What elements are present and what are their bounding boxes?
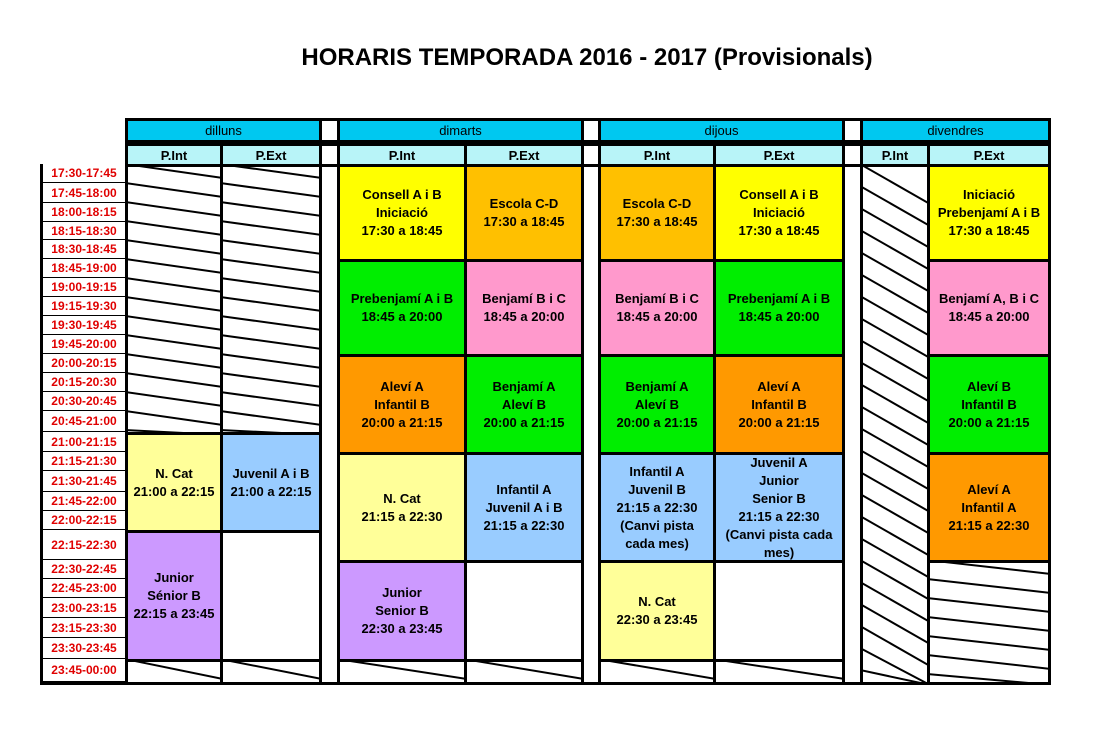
slot-line: Senior B bbox=[752, 490, 806, 506]
slot-line: 21:15 a 22:30 bbox=[616, 499, 698, 515]
slot-text bbox=[949, 481, 1030, 535]
slot-line: Aleví B bbox=[634, 396, 680, 412]
time-slot: 18:30-18:45 bbox=[43, 240, 125, 259]
slot-line: Benjamí B i C bbox=[482, 291, 566, 306]
field-label: P.Ext bbox=[255, 147, 287, 163]
slot-line: Infantil B bbox=[961, 396, 1017, 412]
schedule-slot bbox=[927, 354, 1051, 455]
day-header-dimarts bbox=[337, 118, 584, 143]
time-slot: 23:15-23:30 bbox=[43, 618, 125, 638]
slot-text bbox=[231, 465, 312, 501]
slot-text bbox=[938, 186, 1040, 240]
field-label: P.Ext bbox=[973, 147, 1005, 163]
schedule-slot bbox=[598, 452, 716, 563]
schedule-slot bbox=[125, 530, 223, 662]
time-slot: 23:30-23:45 bbox=[43, 638, 125, 659]
time-slot: 21:15-21:30 bbox=[43, 452, 125, 471]
day-header-divendres bbox=[860, 118, 1051, 143]
slot-text bbox=[949, 378, 1030, 432]
time-slot: 21:30-21:45 bbox=[43, 471, 125, 492]
schedule-slot bbox=[713, 354, 845, 455]
schedule-slot bbox=[713, 164, 845, 262]
slot-line: Junior bbox=[154, 570, 194, 585]
hatched-empty-pint bbox=[125, 659, 223, 685]
slot-line: 18:45 a 20:00 bbox=[483, 309, 565, 324]
slot-line: Consell A i B bbox=[739, 187, 819, 202]
slot-line: 17:30 a 18:45 bbox=[361, 223, 443, 238]
time-slot: 18:00-18:15 bbox=[43, 203, 125, 222]
field-label: P.Int bbox=[881, 147, 909, 163]
slot-line: 21:15 a 22:30 bbox=[361, 508, 443, 524]
slot-line: 22:15 a 23:45 bbox=[133, 606, 215, 621]
slot-text bbox=[615, 290, 699, 326]
slot-line: 18:45 a 20:00 bbox=[361, 309, 443, 324]
slot-line: 20:00 a 21:15 bbox=[361, 414, 443, 430]
slot-line: cada mes) bbox=[625, 535, 689, 551]
slot-line: mes) bbox=[763, 544, 795, 560]
time-slot: 19:15-19:30 bbox=[43, 297, 125, 316]
slot-text bbox=[739, 378, 820, 432]
schedule-slot bbox=[598, 164, 716, 262]
slot-line: Benjamí A bbox=[492, 378, 556, 394]
hatched-empty-pext bbox=[927, 560, 1051, 685]
slot-text bbox=[484, 378, 565, 432]
time-slot: 20:00-20:15 bbox=[43, 354, 125, 373]
slot-line: 20:00 a 21:15 bbox=[483, 414, 565, 430]
schedule-slot bbox=[125, 432, 223, 533]
slot-line: 20:00 a 21:15 bbox=[948, 414, 1030, 430]
hatched-empty-pint bbox=[125, 164, 223, 435]
slot-line: 18:45 a 20:00 bbox=[616, 309, 698, 324]
day-label: dijous bbox=[704, 123, 739, 138]
time-slot: 18:15-18:30 bbox=[43, 222, 125, 240]
slot-line: Aleví B bbox=[501, 396, 547, 412]
slot-line: Prebenjamí A i B bbox=[350, 291, 454, 306]
time-slot: 19:30-19:45 bbox=[43, 316, 125, 335]
hatched-empty-pext bbox=[220, 164, 322, 435]
slot-line: 17:30 a 18:45 bbox=[616, 214, 698, 229]
time-slot: 22:45-23:00 bbox=[43, 579, 125, 598]
schedule-slot bbox=[337, 452, 467, 563]
empty-cell bbox=[713, 560, 845, 662]
slot-line: Iniciació bbox=[752, 205, 805, 220]
slot-text bbox=[362, 186, 443, 240]
slot-line: Juvenil A i B bbox=[232, 465, 310, 481]
slot-line: 17:30 a 18:45 bbox=[738, 223, 820, 238]
slot-line: Senior B bbox=[375, 603, 429, 618]
empty-cell bbox=[464, 560, 584, 662]
slot-line: Infantil A bbox=[961, 499, 1017, 515]
schedule-slot bbox=[598, 354, 716, 455]
schedule-slot bbox=[337, 259, 467, 357]
time-slot: 17:45-18:00 bbox=[43, 183, 125, 203]
schedule-slot bbox=[927, 259, 1051, 357]
slot-text bbox=[484, 195, 565, 231]
slot-text bbox=[362, 490, 443, 526]
hatched-empty-pext bbox=[464, 659, 584, 685]
time-slot: 21:00-21:15 bbox=[43, 432, 125, 452]
time-slot: 20:45-21:00 bbox=[43, 411, 125, 432]
day-header-dijous bbox=[598, 118, 845, 143]
time-slot: 22:30-22:45 bbox=[43, 560, 125, 579]
slot-line: 18:45 a 20:00 bbox=[738, 309, 820, 324]
time-slot: 22:15-22:30 bbox=[43, 530, 125, 560]
slot-line: Aleví A bbox=[757, 378, 801, 394]
slot-line: Junior bbox=[759, 472, 799, 488]
slot-line: N. Cat bbox=[638, 594, 676, 609]
schedule-slot bbox=[337, 164, 467, 262]
slot-line: Infantil A bbox=[496, 481, 552, 497]
day-label: divendres bbox=[927, 123, 984, 138]
slot-text bbox=[728, 290, 830, 326]
empty-cell bbox=[220, 530, 322, 662]
slot-line: 18:45 a 20:00 bbox=[948, 309, 1030, 324]
slot-text bbox=[617, 463, 698, 553]
field-label: P.Int bbox=[643, 147, 671, 163]
field-label: P.Int bbox=[388, 147, 416, 163]
slot-line: Consell A i B bbox=[362, 187, 442, 202]
time-slot: 23:00-23:15 bbox=[43, 598, 125, 618]
schedule-slot bbox=[598, 259, 716, 357]
hatched-empty-pint bbox=[337, 659, 467, 685]
schedule-slot bbox=[464, 164, 584, 262]
field-label: P.Int bbox=[160, 147, 188, 163]
hatched-empty-pint bbox=[860, 164, 930, 685]
slot-line: 17:30 a 18:45 bbox=[948, 223, 1030, 238]
slot-line: Benjamí B i C bbox=[615, 291, 699, 306]
time-slot: 23:45-00:00 bbox=[43, 659, 125, 682]
day-label: dilluns bbox=[205, 123, 242, 138]
slot-line: Escola C-D bbox=[622, 196, 692, 211]
slot-text bbox=[482, 290, 566, 326]
slot-line: 21:15 a 22:30 bbox=[948, 517, 1030, 533]
slot-line: Infantil A bbox=[629, 463, 685, 479]
time-slot: 22:00-22:15 bbox=[43, 511, 125, 530]
schedule-slot bbox=[464, 452, 584, 563]
slot-line: 20:00 a 21:15 bbox=[616, 414, 698, 430]
slot-line: Benjamí A, B i C bbox=[939, 291, 1039, 306]
slot-line: 20:00 a 21:15 bbox=[738, 414, 820, 430]
slot-text bbox=[351, 290, 453, 326]
time-slot: 19:00-19:15 bbox=[43, 278, 125, 297]
slot-line: Aleví A bbox=[380, 378, 424, 394]
slot-line: Juvenil A bbox=[750, 454, 808, 470]
time-slot: 20:30-20:45 bbox=[43, 392, 125, 411]
slot-line: N. Cat bbox=[155, 465, 193, 481]
day-label: dimarts bbox=[439, 123, 482, 138]
schedule-slot bbox=[337, 354, 467, 455]
slot-line: 22:30 a 23:45 bbox=[616, 612, 698, 627]
slot-line: 22:30 a 23:45 bbox=[361, 621, 443, 636]
schedule-slot bbox=[464, 259, 584, 357]
time-slot: 21:45-22:00 bbox=[43, 492, 125, 511]
slot-line: Iniciació bbox=[375, 205, 428, 220]
schedule-slot bbox=[927, 164, 1051, 262]
slot-line: Junior bbox=[382, 585, 422, 600]
slot-text bbox=[362, 584, 443, 638]
schedule-slot bbox=[464, 354, 584, 455]
slot-text bbox=[134, 569, 215, 623]
slot-text bbox=[484, 481, 565, 535]
slot-line: Sénior B bbox=[147, 588, 201, 603]
slot-line: 17:30 a 18:45 bbox=[483, 214, 565, 229]
hatched-empty-pext bbox=[220, 659, 322, 685]
hatched-empty-pext bbox=[713, 659, 845, 685]
slot-text bbox=[134, 465, 215, 501]
slot-text bbox=[617, 195, 698, 231]
schedule-slot bbox=[713, 452, 845, 563]
slot-line: Prebenjamí A i B bbox=[727, 291, 831, 306]
schedule-slot bbox=[713, 259, 845, 357]
slot-text bbox=[617, 593, 698, 629]
time-slot: 18:45-19:00 bbox=[43, 259, 125, 278]
slot-line: Infantil B bbox=[751, 396, 807, 412]
slot-text bbox=[362, 378, 443, 432]
schedule-slot bbox=[220, 432, 322, 533]
slot-line: N. Cat bbox=[383, 490, 421, 506]
time-slot: 20:15-20:30 bbox=[43, 373, 125, 392]
field-label: P.Ext bbox=[508, 147, 540, 163]
slot-text bbox=[739, 186, 820, 240]
hatched-empty-pint bbox=[598, 659, 716, 685]
slot-line: Aleví A bbox=[967, 481, 1011, 497]
slot-text bbox=[939, 290, 1039, 326]
slot-line: Aleví B bbox=[966, 378, 1012, 394]
slot-line: 21:15 a 22:30 bbox=[483, 517, 565, 533]
time-slot: 19:45-20:00 bbox=[43, 335, 125, 354]
schedule-slot bbox=[598, 560, 716, 662]
slot-line: Benjamí A bbox=[625, 378, 689, 394]
field-label: P.Ext bbox=[763, 147, 795, 163]
slot-line: Juvenil A i B bbox=[485, 499, 563, 515]
time-slot: 17:30-17:45 bbox=[43, 164, 125, 183]
schedule-slot bbox=[337, 560, 467, 662]
slot-line: (Canvi pista bbox=[620, 517, 694, 533]
slot-line: Prebenjamí A i B bbox=[937, 205, 1041, 220]
day-header-dilluns bbox=[125, 118, 322, 143]
slot-line: Escola C-D bbox=[489, 196, 559, 211]
page-title: HORARIS TEMPORADA 2016 - 2017 (Provisionals) bbox=[301, 44, 873, 71]
slot-line: (Canvi pista cada bbox=[725, 526, 833, 542]
slot-line: 21:00 a 22:15 bbox=[230, 483, 312, 499]
slot-text bbox=[617, 378, 698, 432]
schedule-slot bbox=[927, 452, 1051, 563]
slot-line: Iniciació bbox=[962, 187, 1016, 202]
slot-line: Infantil B bbox=[374, 396, 430, 412]
slot-line: Juvenil B bbox=[628, 481, 686, 497]
slot-line: 21:15 a 22:30 bbox=[738, 508, 820, 524]
slot-line: 21:00 a 22:15 bbox=[133, 483, 215, 499]
slot-text bbox=[726, 454, 833, 562]
